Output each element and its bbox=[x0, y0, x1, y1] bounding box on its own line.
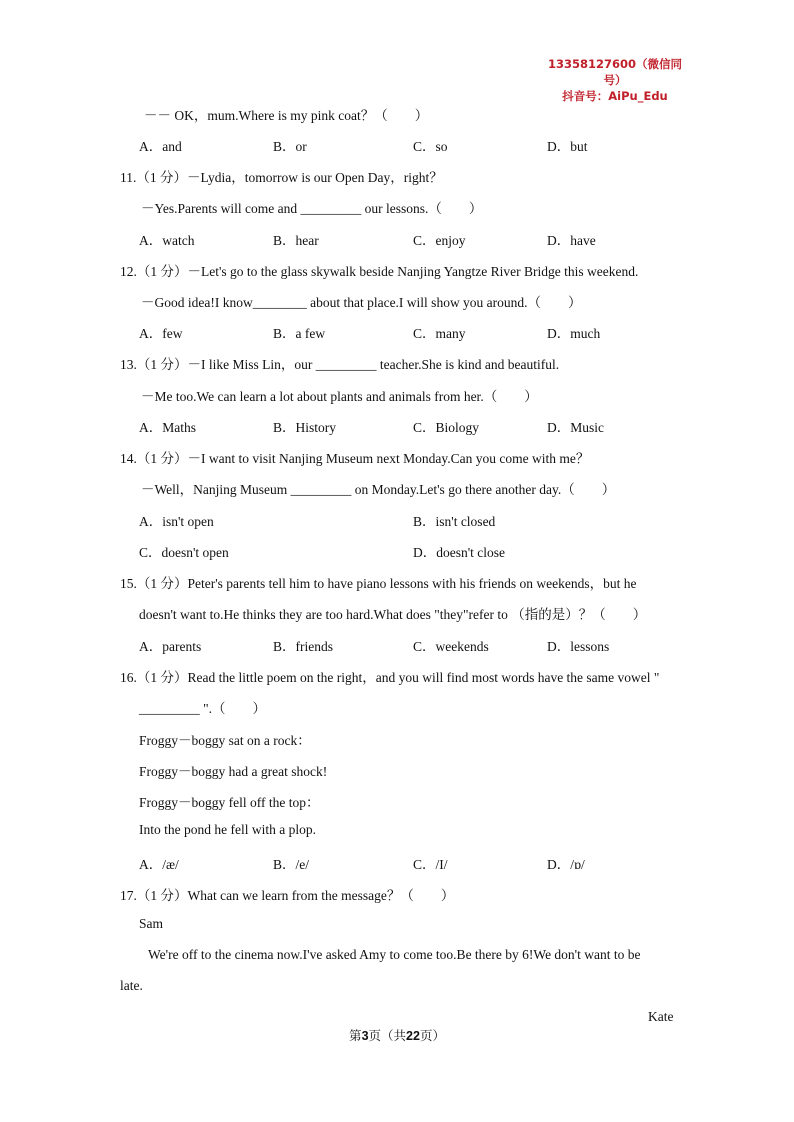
q16-option-b[interactable]: B．/e/ bbox=[273, 857, 309, 872]
q13-option-b[interactable]: B．History bbox=[273, 420, 337, 435]
q14-option-a[interactable]: A．isn't open bbox=[139, 514, 214, 529]
q10-option-c[interactable]: C．so bbox=[413, 139, 448, 154]
q13-stem: 13.（1 分）－I like Miss Lin，our _________ teacher.She is kind and beautiful. bbox=[120, 357, 560, 372]
q16-line2: _________ ".（ ） bbox=[139, 701, 267, 716]
q16-poem-line-3: Froggy－boggy fell off the top： bbox=[139, 795, 320, 810]
footer-prefix: 第 bbox=[349, 1029, 362, 1043]
q11-stem: 11.（1 分）－Lydia，tomorrow is our Open Day，right？ bbox=[120, 170, 443, 185]
q15-line2: doesn't want to.He thinks they are too hard.What does "they"refer to （指的是）？（ ） bbox=[139, 607, 647, 622]
q15-option-a[interactable]: A．parents bbox=[139, 639, 202, 654]
q12-stem: 12.（1 分）－Let's go to the glass skywalk beside Nanjing Yangtze River Bridge this weekend. bbox=[120, 264, 639, 279]
q11-option-b[interactable]: B．hear bbox=[273, 233, 319, 248]
q17-stem: 17.（1 分）What can we learn from the message？（ ） bbox=[120, 888, 455, 903]
footer-total-pages: 22 bbox=[406, 1029, 420, 1043]
watermark bbox=[540, 56, 690, 104]
q11-option-d[interactable]: D．have bbox=[547, 233, 596, 248]
footer-suffix: 页） bbox=[419, 1029, 445, 1043]
q12-option-d[interactable]: D．much bbox=[547, 326, 601, 341]
q14-option-c[interactable]: C．doesn't open bbox=[139, 545, 229, 560]
q13-option-d[interactable]: D．Music bbox=[547, 420, 604, 435]
q16-option-c[interactable]: C．/I/ bbox=[413, 857, 448, 872]
q10-option-d[interactable]: D．but bbox=[547, 139, 588, 154]
q11-line2: －Yes.Parents will come and _________ our lessons.（ ） bbox=[141, 201, 483, 216]
q16-poem-line-2: Froggy－boggy had a great shock! bbox=[139, 764, 328, 779]
footer-page-number: 3 bbox=[361, 1029, 369, 1043]
q10-line: －－ OK，mum.Where is my pink coat？（ ） bbox=[144, 108, 429, 123]
q12-line2: －Good idea!I know________ about that place.I will show you around.（ ） bbox=[141, 295, 582, 310]
q16-poem-line-1: Froggy－boggy sat on a rock： bbox=[139, 733, 311, 748]
q11-option-c[interactable]: C．enjoy bbox=[413, 233, 466, 248]
q12-option-c[interactable]: C．many bbox=[413, 326, 466, 341]
page-footer bbox=[0, 1026, 794, 1044]
q12-option-b[interactable]: B．a few bbox=[273, 326, 326, 341]
q14-line2: －Well，Nanjing Museum _________ on Monday.Let's go there another day.（ ） bbox=[141, 482, 616, 497]
q14-option-d[interactable]: D．doesn't close bbox=[413, 545, 506, 560]
q15-option-c[interactable]: C．weekends bbox=[413, 639, 489, 654]
q17-message-body-2: late. bbox=[120, 978, 143, 993]
q17-message-body-1: We're off to the cinema now.I've asked Amy to come too.Be there by 6!We don't want to be bbox=[148, 947, 641, 962]
q16-option-d[interactable]: D．/ɒ/ bbox=[547, 857, 585, 872]
q13-option-a[interactable]: A．Maths bbox=[139, 420, 196, 435]
q12-option-a[interactable]: A．few bbox=[139, 326, 183, 341]
q13-option-c[interactable]: C．Biology bbox=[413, 420, 480, 435]
footer-mid: 页（共 bbox=[368, 1029, 407, 1043]
q14-option-b[interactable]: B．isn't closed bbox=[413, 514, 496, 529]
q10-option-a[interactable]: A．and bbox=[139, 139, 182, 154]
q10-option-b[interactable]: B．or bbox=[273, 139, 307, 154]
q16-option-a[interactable]: A．/æ/ bbox=[139, 857, 179, 872]
q13-line2: －Me too.We can learn a lot about plants and animals from her.（ ） bbox=[141, 389, 538, 404]
watermark-phone: 13358127600（微信同号） bbox=[547, 57, 683, 87]
watermark-douyin: 抖音号：AiPu_Edu bbox=[562, 89, 668, 103]
q17-message-from: Kate bbox=[648, 1009, 674, 1024]
q17-message-to: Sam bbox=[139, 916, 164, 931]
q16-stem: 16.（1 分）Read the little poem on the right，and you will find most words have the same vowel " bbox=[120, 670, 660, 685]
q16-poem-line-4: Into the pond he fell with a plop. bbox=[139, 822, 316, 837]
q15-option-d[interactable]: D．lessons bbox=[547, 639, 610, 654]
q15-option-b[interactable]: B．friends bbox=[273, 639, 333, 654]
q15-stem: 15.（1 分）Peter's parents tell him to have piano lessons with his friends on weekends，but he bbox=[120, 576, 637, 591]
q14-stem: 14.（1 分）－I want to visit Nanjing Museum next Monday.Can you come with me？ bbox=[120, 451, 590, 466]
q11-option-a[interactable]: A．watch bbox=[139, 233, 195, 248]
